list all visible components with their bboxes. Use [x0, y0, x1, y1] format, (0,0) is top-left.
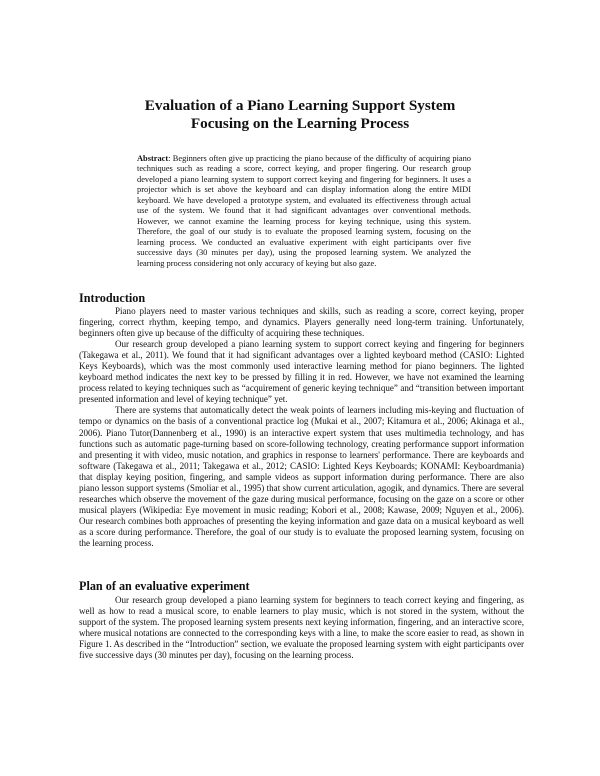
introduction-heading: Introduction	[79, 291, 146, 305]
abstract-text: : Beginners often give up practicing the piano because of the difficulty of acquiring piano techniques such as reading a score, correct keying, and proper fingering. Our research group developed a piano learning system to support correct keying and fingering for beginners. It uses a projector which is set above the keyboard and can display information along the entire MIDI keyboard. We have developed a prototype system, and evaluated its effectiveness through actual use of the system. We found that it had significant advantages over conventional methods. However, we cannot examine the learning process for keying technique, using this system. Therefore, the goal of our study is to evaluate the proposed learning system, focusing on the learning process. We conducted an evaluative experiment with eight participants over five successive days (30 minutes per day), using the proposed learning system. We analyzed the learning process considering not only accuracy of keying but also gaze.	[137, 154, 471, 268]
introduction-body	[79, 306, 524, 549]
plan-body	[79, 595, 524, 661]
paper-title-line-2: Focusing on the Learning Process	[190, 115, 410, 132]
plan-paragraph: Our research group developed a piano learning system for beginners to teach correct keying and fingering, as well as how to read a musical score, to enable learners to play music, which is not stored in the system, without the support of the system. The proposed learning system presents next keying information, fingering, and an interactive score, where musical notations are connected to the corresponding keys with a line, to make the score easier to read, as shown in Figure 1. As described in the “Introduction” section, we evaluate the proposed learning system with eight participants over five successive days (30 minutes per day), focusing on the learning process.	[79, 595, 524, 661]
introduction-paragraph: There are systems that automatically detect the weak points of learners including mis-keying and fluctuation of tempo or dynamics on the basis of a conventional practice log (Mukai et al., 2007; Kitamura et al., 2006; Akinaga et al., 2006). Piano Tutor(Dannenberg et al., 1990) is an interactive expert system that uses multimedia technology, and has functions such as automatic page-turning based on score-following technology, creating performance support information and presenting it with video, music notation, and graphics in response to learners' performance. There are keyboards and software (Takegawa et al., 2011; Takegawa et al., 2012; CASIO: Lighted Keys Keyboards; KONAMI: Keyboardmania) that display keying position, fingering, and sample videos as support information during performance. There are also piano lesson support systems (Smoliar et al., 1995) that show current articulation, agogik, and dynamics. There are several researches which observe the movement of the gaze during musical performance, focusing on the gaze on a score or other musical players (Wikipedia: Eye movement in music reading; Kobori et al., 2008; Kawase, 2009; Nguyen et al., 2006). Our research combines both approaches of presenting the keying information and gaze data on a musical keyboard as well as a score during performance. Therefore, the goal of our study is to evaluate the proposed learning system, focusing on the learning process.	[79, 405, 524, 548]
introduction-paragraph: Piano players need to master various techniques and skills, such as reading a score, correct keying, proper fingering, correct rhythm, keeping tempo, and dynamics. Players generally need long-term training. Unfortunately, beginners often give up because of the difficulty of acquiring these techniques.	[79, 306, 524, 339]
abstract	[137, 154, 471, 269]
abstract-label: Abstract	[137, 154, 169, 163]
plan-heading: Plan of an evaluative experiment	[79, 579, 250, 593]
introduction-paragraph: Our research group developed a piano learning system to support correct keying and fingering for beginners (Takegawa et al., 2011). We found that it had significant advantages over a lighted keyboard method (CASIO: Lighted Keys Keyboards), which was the most commonly used interactive learning method for piano beginners. The lighted keyboard method indicates the next key to be pressed by filling it in red. However, we have not examined the learning process related to keying techniques such as “acquirement of generic keying technique” and “transition between important presented information and level of keying technique” yet.	[79, 339, 524, 405]
paper-title-line-1: Evaluation of a Piano Learning Support System	[144, 97, 456, 114]
